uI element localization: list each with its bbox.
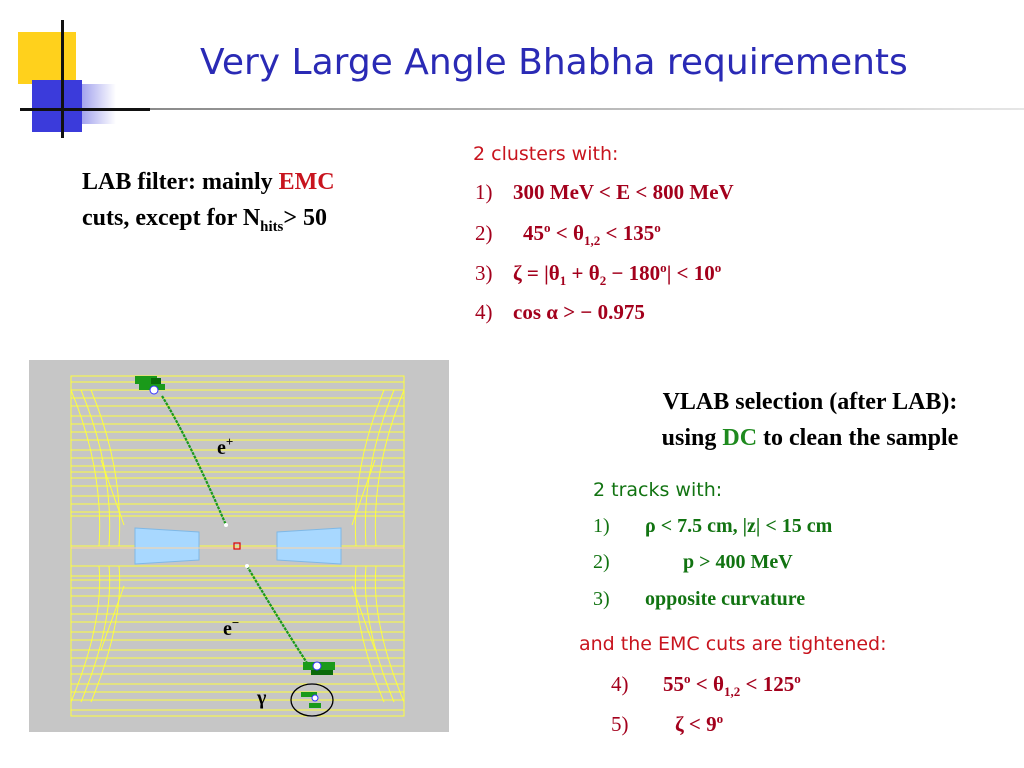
track-point [224, 523, 228, 527]
cut-text-part: − 180 [606, 261, 661, 285]
track-cut-1 [593, 515, 832, 538]
track-cut-2 [593, 551, 793, 574]
cut-text-part: + θ [566, 261, 600, 285]
lab-filter-line1 [82, 164, 335, 200]
cut-text-part: | < 10 [666, 261, 715, 285]
emc-tightened-heading: and the EMC cuts are tightened: [579, 633, 887, 655]
e-plus-label: e+ [217, 434, 234, 459]
vlab-selection-text [600, 384, 1020, 456]
cut-sup: o [660, 260, 667, 275]
clusters-heading: 2 clusters with: [473, 143, 619, 165]
logo-yellow-square [18, 32, 76, 84]
lab-filter-line2-suffix: > 50 [283, 205, 328, 231]
vlab-line2-prefix: using [661, 425, 723, 451]
cut-number: 2) [593, 551, 610, 573]
cluster-cut-1 [475, 180, 734, 205]
cut-text: cos α > − 0.975 [513, 300, 645, 324]
cut-text-part: ζ = |θ [513, 261, 560, 285]
gamma-label: γ [257, 687, 267, 709]
cut-text: p > 400 MeV [683, 551, 793, 573]
title-underline-rule [150, 108, 1024, 110]
cut-sup: o [684, 671, 691, 686]
vlab-line2 [600, 420, 1020, 456]
cut-number: 5) [611, 712, 629, 736]
lab-filter-text [82, 164, 335, 245]
cut-sub: 1,2 [723, 684, 741, 700]
cut-text-part: < 135 [600, 221, 655, 245]
lab-filter-line2-prefix: cuts, except for N [82, 205, 261, 231]
vlab-line2-suffix: to clean the sample [757, 425, 959, 451]
track-cut-3 [593, 588, 805, 611]
logo-horizontal-line [20, 108, 150, 111]
dc-emphasis: DC [722, 425, 758, 451]
cut-number: 1) [593, 515, 610, 537]
slide-title: Very Large Angle Bhabha requirements [200, 42, 908, 83]
cluster-cut-2 [475, 220, 661, 249]
cut-text-part: 55 [663, 672, 684, 696]
lab-filter-line2 [82, 200, 335, 245]
cut-text-part: < θ [550, 221, 584, 245]
emc-cut-4 [611, 671, 801, 700]
emc-emphasis: EMC [278, 169, 335, 195]
cut-number: 2) [475, 221, 493, 245]
cut-sub: 1 [559, 273, 567, 289]
vlab-line1: VLAB selection (after LAB): [662, 389, 958, 415]
cut-text-part: 45 [523, 221, 544, 245]
cut-text-part: < 125 [740, 672, 795, 696]
cut-text-part: ζ < 9 [675, 712, 717, 736]
nhits-subscript: hits [260, 218, 284, 235]
cut-sup: o [544, 220, 551, 235]
cut-number: 3) [475, 261, 493, 285]
cluster-cut-4 [475, 300, 645, 325]
lab-filter-prefix: LAB filter: mainly [82, 169, 279, 195]
tracks-heading: 2 tracks with: [593, 479, 723, 501]
cut-number: 4) [475, 300, 493, 324]
cut-sub: 2 [599, 273, 607, 289]
track-point [245, 564, 249, 568]
cut-sup: o [716, 711, 724, 726]
cut-text: 300 MeV < E < 800 MeV [513, 180, 734, 204]
cut-sup: o [714, 260, 722, 275]
cut-number: 4) [611, 672, 629, 696]
e-minus-label: e− [223, 615, 240, 640]
cut-number: 3) [593, 588, 610, 610]
logo-blue-fade [76, 84, 116, 124]
cut-sup: o [794, 671, 801, 686]
cut-sup: o [654, 220, 661, 235]
cut-text: opposite curvature [645, 588, 806, 610]
cut-sub: 1,2 [583, 233, 601, 249]
cluster-cut-3 [475, 260, 721, 289]
cut-text: ρ < 7.5 cm, |z| < 15 cm [645, 515, 833, 537]
cut-number: 1) [475, 180, 493, 204]
detector-event-display [29, 360, 449, 732]
emc-cut-5 [611, 711, 723, 737]
cut-text-part: < θ [690, 672, 724, 696]
logo-blue-square [32, 80, 82, 132]
logo-vertical-line [61, 20, 64, 138]
